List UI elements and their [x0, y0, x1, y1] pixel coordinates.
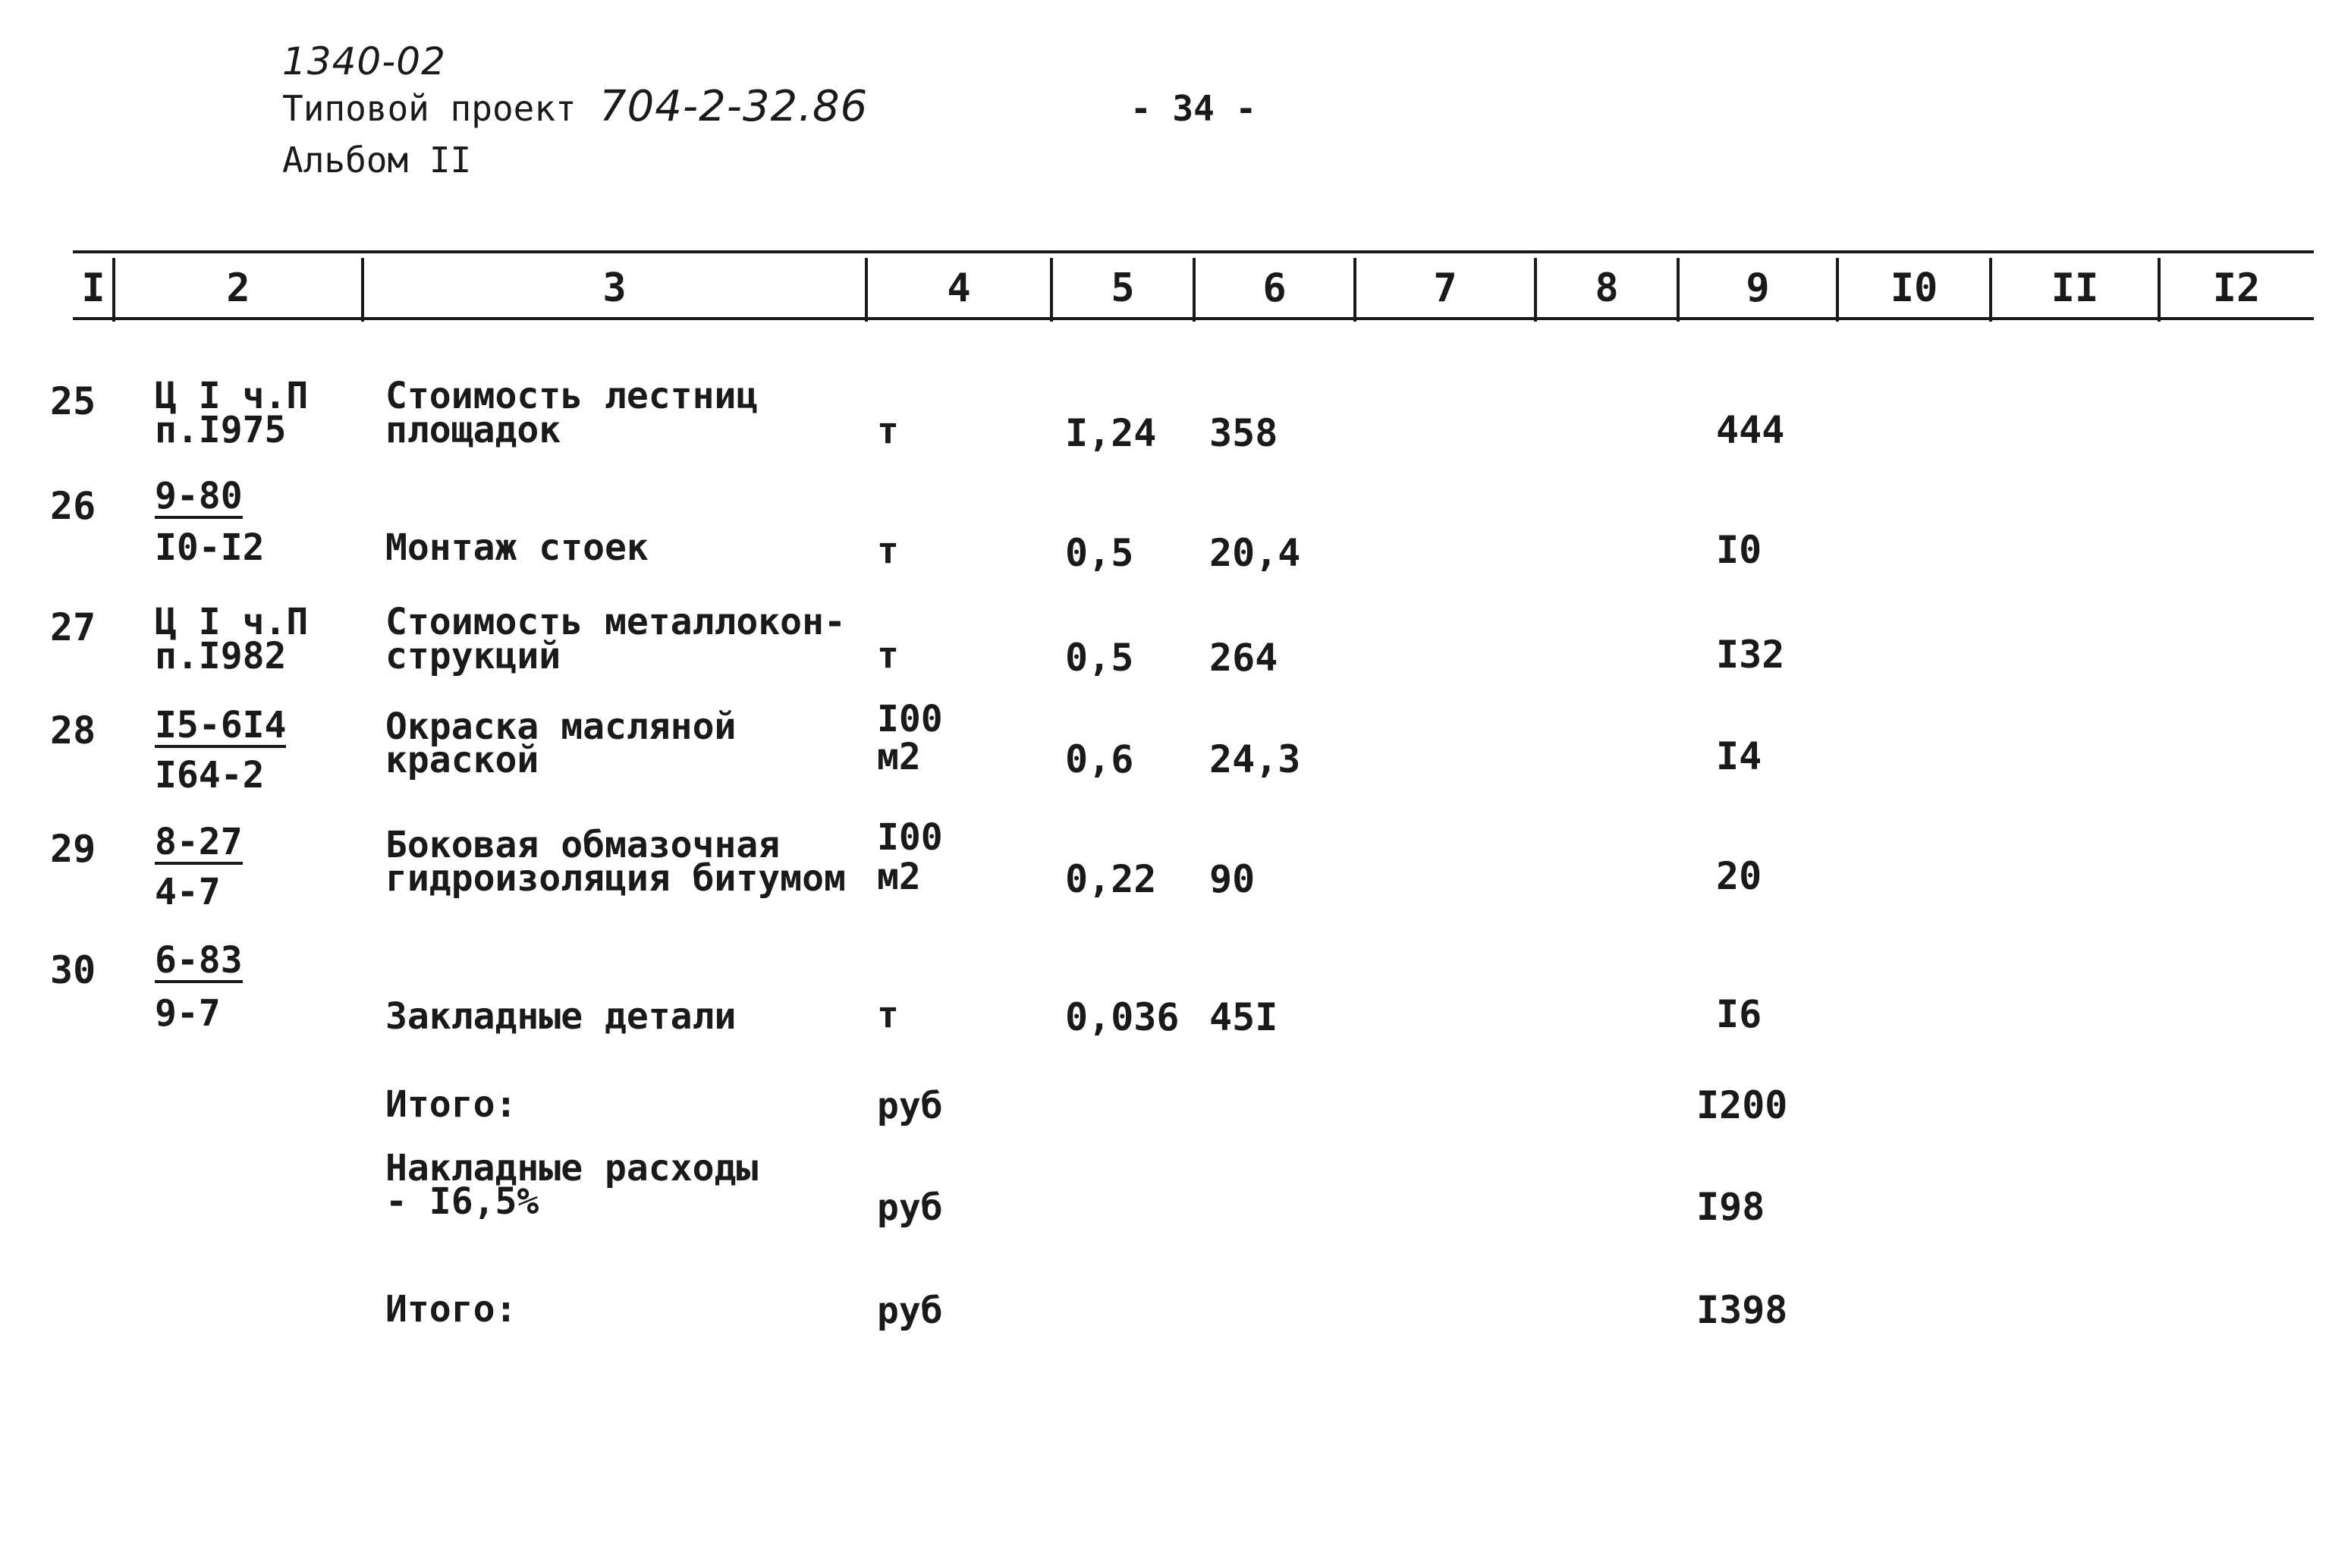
- work-description-cont: площадок: [385, 409, 561, 451]
- unit: т: [877, 994, 899, 1036]
- norm-code-top: Ц I ч.П: [155, 375, 309, 417]
- total-cost: I32: [1716, 633, 1785, 677]
- total-label: Итого:: [385, 1288, 517, 1331]
- total-amount: I200: [1696, 1083, 1788, 1127]
- total-cost: I4: [1716, 734, 1762, 778]
- total-cost: I0: [1716, 528, 1762, 572]
- unit: т: [877, 410, 899, 452]
- column-divider: [1353, 258, 1356, 322]
- column-divider: [2158, 258, 2161, 322]
- row-number: 27: [50, 605, 96, 649]
- row-number: 29: [50, 827, 96, 871]
- norm-code-bottom: п.I975: [155, 409, 287, 451]
- unit: м2: [877, 856, 921, 898]
- archive-code: 1340-02: [282, 39, 446, 83]
- row-number: 30: [50, 948, 96, 992]
- unit: т: [877, 529, 899, 572]
- total-label: Накладные расходы: [385, 1147, 759, 1189]
- norm-code-bottom: 9-7: [155, 992, 221, 1035]
- quantity: 0,5: [1065, 531, 1134, 575]
- column-divider: [1534, 258, 1537, 322]
- album-label: Альбом II: [282, 140, 472, 181]
- total-label-cont: - I6,5%: [385, 1180, 539, 1223]
- column-divider: [1193, 258, 1196, 322]
- total-unit: руб: [877, 1186, 943, 1229]
- column-header-7: 7: [1433, 266, 1457, 311]
- column-header-5: 5: [1111, 266, 1135, 311]
- column-header-1: I: [81, 266, 105, 311]
- table-top-rule: [73, 250, 2314, 253]
- quantity: 0,5: [1065, 636, 1134, 680]
- column-header-10: I0: [1890, 266, 1938, 311]
- unit-price: 358: [1209, 411, 1278, 455]
- unit-price: 264: [1209, 636, 1278, 680]
- work-description: Боковая обмазочная: [385, 824, 781, 866]
- total-cost: 20: [1716, 854, 1762, 898]
- column-header-4: 4: [947, 266, 971, 311]
- norm-code-bottom: I0-I2: [155, 526, 265, 569]
- norm-code-bottom: I64-2: [155, 754, 265, 797]
- unit-price: 24,3: [1209, 737, 1301, 781]
- unit-multiplier: I00: [877, 816, 943, 859]
- column-header-11: II: [2051, 266, 2099, 311]
- total-amount: I98: [1696, 1185, 1765, 1229]
- unit-price: 45I: [1209, 995, 1278, 1039]
- column-divider: [1836, 258, 1839, 322]
- norm-code-top: Ц I ч.П: [155, 601, 309, 643]
- row-number: 26: [50, 484, 96, 528]
- quantity: 0,036: [1065, 995, 1180, 1039]
- column-header-3: 3: [602, 266, 627, 311]
- column-divider: [1989, 258, 1992, 322]
- page-number: - 34 -: [1130, 88, 1257, 129]
- norm-code-top: 6-83: [155, 939, 243, 982]
- column-header-2: 2: [226, 266, 250, 311]
- quantity: I,24: [1065, 411, 1157, 455]
- total-amount: I398: [1696, 1288, 1788, 1332]
- project-label: Типовой проект: [282, 88, 577, 129]
- total-unit: руб: [877, 1085, 943, 1127]
- unit-price: 90: [1209, 857, 1256, 901]
- norm-code-bottom: п.I982: [155, 635, 287, 677]
- unit-price: 20,4: [1209, 531, 1301, 575]
- quantity: 0,22: [1065, 857, 1157, 901]
- work-description-cont: Монтаж стоек: [385, 526, 649, 569]
- work-description: Окраска масляной: [385, 705, 737, 748]
- work-description-cont: струкций: [385, 635, 561, 677]
- total-cost: I6: [1716, 992, 1762, 1036]
- unit-multiplier: I00: [877, 698, 943, 740]
- work-description-cont: гидроизоляция битумом: [385, 857, 846, 900]
- unit: т: [877, 634, 899, 677]
- column-divider: [865, 258, 868, 322]
- row-number: 28: [50, 709, 96, 753]
- column-header-6: 6: [1262, 266, 1287, 311]
- column-header-9: 9: [1746, 266, 1770, 311]
- work-description: Стоимость металлокон-: [385, 601, 846, 643]
- column-divider: [1677, 258, 1680, 322]
- norm-code-top: 9-80: [155, 475, 243, 517]
- unit: м2: [877, 736, 921, 778]
- column-header-8: 8: [1595, 266, 1619, 311]
- total-unit: руб: [877, 1290, 943, 1332]
- norm-code-top: 8-27: [155, 821, 243, 863]
- norm-code-bottom: 4-7: [155, 871, 221, 913]
- column-divider: [1050, 258, 1053, 322]
- work-description-cont: краской: [385, 739, 539, 781]
- row-number: 25: [50, 379, 96, 423]
- column-divider: [112, 258, 115, 322]
- norm-code-top: I5-6I4: [155, 704, 287, 746]
- total-cost: 444: [1716, 408, 1785, 452]
- work-description: Стоимость лестниц: [385, 375, 759, 417]
- total-label: Итого:: [385, 1083, 517, 1126]
- column-divider: [361, 258, 364, 322]
- project-number: 704-2-32.86: [599, 82, 869, 131]
- work-description-cont: Закладные детали: [385, 995, 737, 1038]
- quantity: 0,6: [1065, 737, 1134, 781]
- column-header-12: I2: [2212, 266, 2261, 311]
